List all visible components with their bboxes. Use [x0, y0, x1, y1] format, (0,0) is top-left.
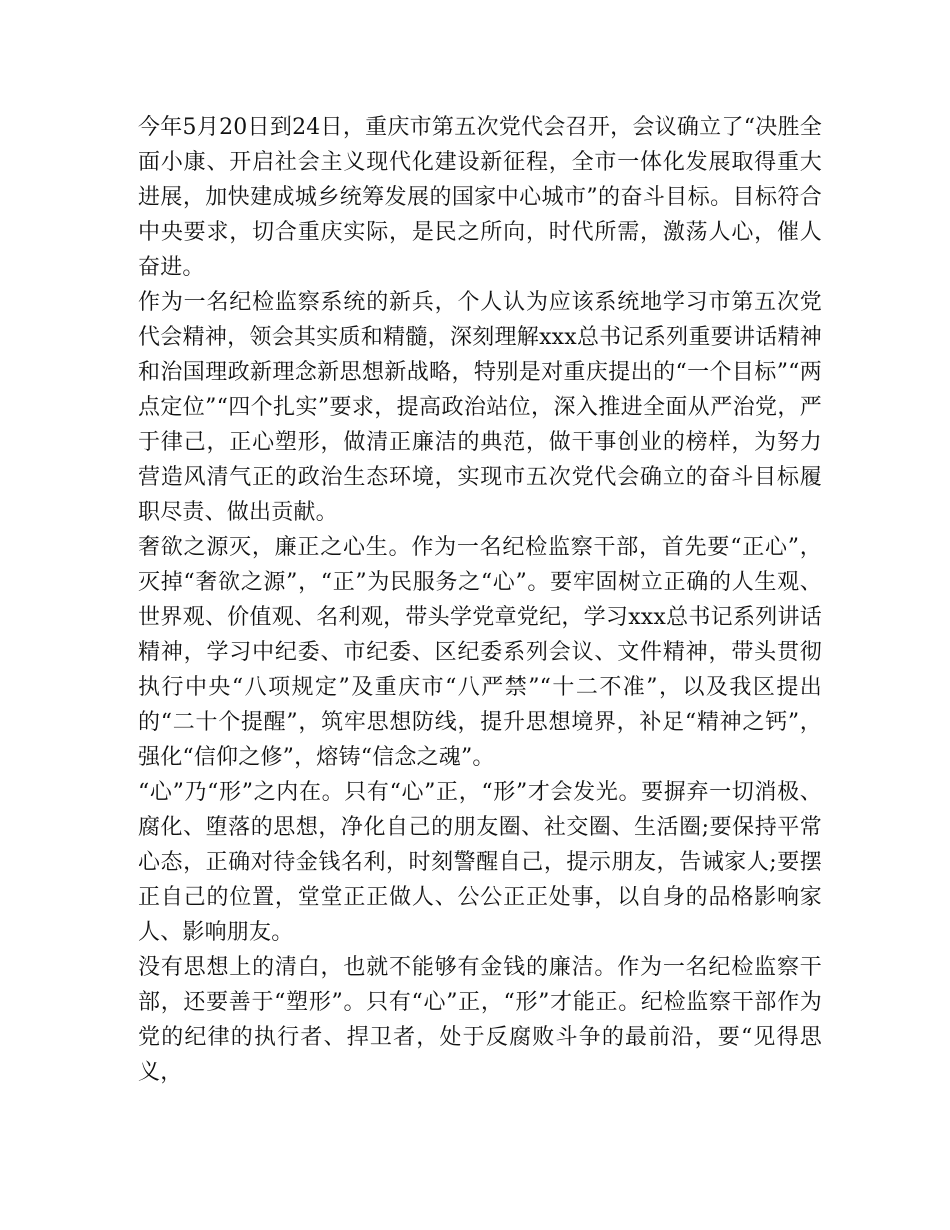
- document-body: [138, 110, 822, 1090]
- paragraph-4: “心”乃“形”之内在。只有“心”正，“形”才会发光。要摒弃一切消极、腐化、堕落的思想，净化自己的朋友圈、社交圈、生活圈;要保持平常心态，正确对待金钱名利，时刻警醒自己，提示朋友，告诫家人;要摆正自己的位置，堂堂正正做人、公公正正处事，以自身的品格影响家人、影响朋友。: [138, 780, 822, 945]
- paragraph-5: 没有思想上的清白，也就不能够有金钱的廉洁。作为一名纪检监察干部，还要善于“塑形”。只有“心”正，“形”才能正。纪检监察干部作为党的纪律的执行者、捍卫者，处于反腐败斗争的最前沿，要“见得思义，: [138, 955, 822, 1085]
- paragraph-1: 今年5月20日到24日，重庆市第五次党代会召开，会议确立了“决胜全面小康、开启社会主义现代化建设新征程，全市一体化发展取得重大进展，加快建成城乡统筹发展的国家中心城市”的奋斗目标。目标符合中央要求，切合重庆实际，是民之所向，时代所需，激荡人心，催人奋进。: [138, 115, 822, 280]
- paragraph-3: 奢欲之源灭，廉正之心生。作为一名纪检监察干部，首先要“正心”，灭掉“奢欲之源”，“正”为民服务之“心”。要牢固树立正确的人生观、世界观、价值观、名利观，带头学党章党纪，学习xxx总书记系列讲话精神，学习中纪委、市纪委、区纪委系列会议、文件精神，带头贯彻执行中央“八项规定”及重庆市“八严禁”“十二不准”，以及我区提出的“二十个提醒”，筑牢思想防线，提升思想境界，补足“精神之钙”，强化“信仰之修”，熔铸“信念之魂”。: [138, 535, 822, 770]
- paragraph-2: 作为一名纪检监察系统的新兵，个人认为应该系统地学习市第五次党代会精神，领会其实质和精髓，深刻理解xxx总书记系列重要讲话精神和治国理政新理念新思想新战略，特别是对重庆提出的“一个目标”“两点定位”“四个扎实”要求，提高政治站位，深入推进全面从严治党，严于律己，正心塑形，做清正廉洁的典范，做干事创业的榜样，为努力营造风清气正的政治生态环境，实现市五次党代会确立的奋斗目标履职尽责、做出贡献。: [138, 290, 822, 525]
